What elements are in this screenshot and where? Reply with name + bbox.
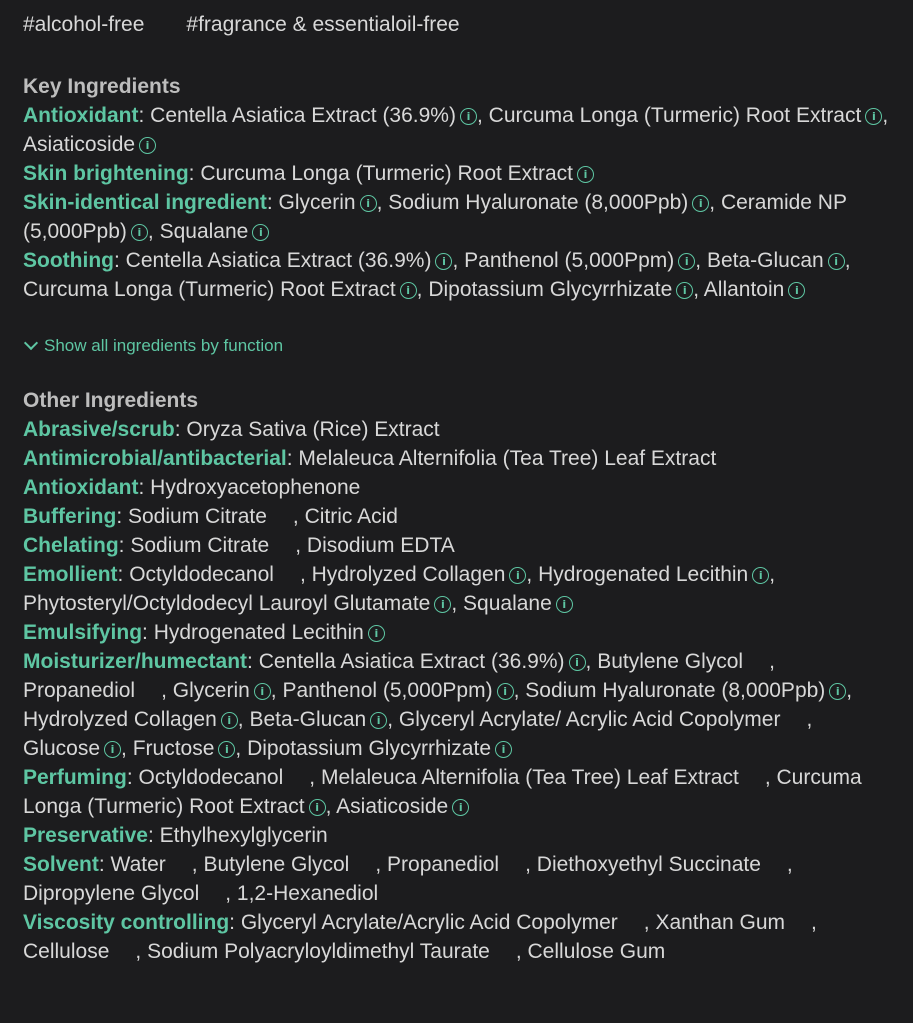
function-label[interactable]: Emulsifying xyxy=(23,621,143,644)
ingredient-link[interactable]: Beta-Glucan xyxy=(706,249,824,272)
info-icon[interactable]: i xyxy=(452,799,469,816)
function-label[interactable]: Viscosity controlling xyxy=(23,911,230,934)
show-all-ingredients-button[interactable] xyxy=(23,331,283,360)
info-icon[interactable]: i xyxy=(509,567,526,584)
tag-fragrance-free[interactable]: #fragrance & essentialoil-free xyxy=(186,13,460,36)
ingredient-link[interactable]: Melaleuca Alternifolia (Tea Tree) Leaf Extract xyxy=(320,766,739,789)
ingredient-link[interactable]: Curcuma Longa (Turmeric) Root Extract xyxy=(200,162,574,185)
ingredient-link[interactable]: Glucose xyxy=(23,737,101,760)
ingredient-link[interactable]: Cellulose xyxy=(23,940,110,963)
info-icon[interactable]: i xyxy=(104,741,121,758)
ingredient-link[interactable]: Sodium Citrate xyxy=(128,505,267,528)
function-label[interactable]: Moisturizer/humectant xyxy=(23,650,248,673)
info-icon[interactable]: i xyxy=(435,253,452,270)
info-icon[interactable]: i xyxy=(360,195,377,212)
function-label[interactable]: Perfuming xyxy=(23,766,127,789)
info-icon[interactable]: i xyxy=(828,253,845,270)
ingredient-link[interactable]: Citric Acid xyxy=(304,505,398,528)
ingredient-link[interactable]: Curcuma Longa (Turmeric) Root Extract xyxy=(23,766,862,818)
function-row-preservative: Preservative: Ethylhexylglycerin xyxy=(23,824,328,847)
function-row-skin-identical-ingredient: Skin-identical ingredient: Glycerin i , Sodium Hyaluronate (8,000Ppb) i , Ceramide NP (5,000Ppb) i , Squalane i xyxy=(23,191,847,243)
ingredient-link[interactable]: Centella Asiatica Extract (36.9%) xyxy=(258,650,565,673)
ingredient-link[interactable]: Glyceryl Acrylate/Acrylic Acid Copolymer xyxy=(240,911,618,934)
ingredient-link[interactable]: Butylene Glycol xyxy=(203,853,350,876)
function-row-emulsifying: Emulsifying: Hydrogenated Lecithin i xyxy=(23,618,890,647)
info-icon[interactable]: i xyxy=(829,683,846,700)
function-row-emollient: Emollient: Octyldodecanol , Hydrolyzed Collagen i , Hydrogenated Lecithin i , Phytosteryl/Octyldodecyl Lauroyl Glutamate i , Squalane i xyxy=(23,563,776,615)
function-row-abrasive-scrub: Abrasive/scrub: Oryza Sativa (Rice) Extract xyxy=(23,418,440,441)
function-label[interactable]: Antioxidant xyxy=(23,476,139,499)
function-row-perfuming: Perfuming: Octyldodecanol , Melaleuca Alternifolia (Tea Tree) Leaf Extract , Curcuma Longa (Turmeric) Root Extract i , Asiaticoside i xyxy=(23,766,862,818)
ingredient-link[interactable]: Disodium EDTA xyxy=(306,534,455,557)
ingredient-link[interactable]: Panthenol (5,000Ppm) xyxy=(282,679,493,702)
ingredient-link[interactable]: Asiaticoside xyxy=(23,133,136,156)
function-label[interactable]: Antioxidant xyxy=(23,104,139,127)
ingredient-link[interactable]: Oryza Sativa (Rice) Extract xyxy=(186,418,440,441)
tag-list xyxy=(23,10,890,39)
ingredient-link[interactable]: Centella Asiatica Extract (36.9%) xyxy=(150,104,456,127)
ingredient-link[interactable]: Propanediol xyxy=(23,679,136,702)
function-row-moisturizer-humectant: Moisturizer/humectant: Centella Asiatica Extract (36.9%) i , Butylene Glycol , Propanediol , Glycerin i , Panthenol (5,000Ppm) i , Sodium Hyaluronate (8,000Ppb) i , Hydrolyzed Collagen i , Beta-Glucan i , Glyceryl Acrylate/ Acrylic Acid Copolymer , Glucose i , Fructose i , Dipotassium Glycyrrhizate i xyxy=(23,650,853,760)
info-icon[interactable]: i xyxy=(254,683,271,700)
info-icon[interactable]: i xyxy=(131,224,148,241)
info-icon[interactable]: i xyxy=(676,282,693,299)
ingredient-link[interactable]: Sodium Hyaluronate (8,000Ppb) xyxy=(388,191,689,214)
function-label[interactable]: Emollient xyxy=(23,563,118,586)
info-icon[interactable]: i xyxy=(569,654,586,671)
function-row-chelating: Chelating: Sodium Citrate , Disodium EDTA xyxy=(23,534,455,557)
ingredient-link[interactable]: Squalane xyxy=(159,220,249,243)
ingredient-link[interactable]: Panthenol (5,000Ppm) xyxy=(464,249,675,272)
function-label[interactable]: Preservative xyxy=(23,824,148,847)
info-icon[interactable]: i xyxy=(252,224,269,241)
ingredient-link[interactable]: Dipropylene Glycol xyxy=(23,882,200,905)
ingredient-link[interactable]: Ceramide NP (5,000Ppb) xyxy=(23,191,847,243)
info-icon[interactable]: i xyxy=(221,712,238,729)
ingredient-link[interactable]: Centella Asiatica Extract (36.9%) xyxy=(125,249,432,272)
show-all-label: Show all ingredients by function xyxy=(44,336,284,355)
ingredient-link[interactable]: Water xyxy=(110,853,166,876)
chevron-down-icon xyxy=(24,336,38,350)
ingredient-link[interactable]: Hydrogenated Lecithin xyxy=(153,621,364,644)
ingredient-link[interactable]: Octyldodecanol xyxy=(129,563,274,586)
function-row-solvent: Solvent: Water , Butylene Glycol , Propanediol , Diethoxyethyl Succinate , Dipropylene Glycol , 1,2-Hexanediol xyxy=(23,853,793,905)
key-ingredients-title: Key Ingredients xyxy=(23,75,181,98)
ingredient-link[interactable]: Glycerin xyxy=(278,191,356,214)
info-icon[interactable]: i xyxy=(460,108,477,125)
function-label[interactable]: Antimicrobial/antibacterial xyxy=(23,447,287,470)
other-ingredients-title: Other Ingredients xyxy=(23,389,199,412)
function-label[interactable]: Abrasive/scrub xyxy=(23,418,175,441)
ingredient-link[interactable]: Hydrolyzed Collagen xyxy=(23,708,217,731)
other-ingredients-list xyxy=(23,415,890,966)
ingredient-link[interactable]: Glycerin xyxy=(172,679,250,702)
info-icon[interactable]: i xyxy=(309,799,326,816)
ingredient-link[interactable]: Asiaticoside xyxy=(336,795,449,818)
ingredient-link[interactable]: Sodium Citrate xyxy=(130,534,270,557)
ingredient-link[interactable]: Phytosteryl/Octyldodecyl Lauroyl Glutamate xyxy=(23,592,431,615)
info-icon[interactable]: i xyxy=(139,137,156,154)
function-row-antioxidant: Antioxidant: Hydroxyacetophenone xyxy=(23,476,361,499)
info-icon[interactable]: i xyxy=(865,108,882,125)
ingredient-link[interactable]: Xanthan Gum xyxy=(655,911,786,934)
info-icon[interactable]: i xyxy=(692,195,709,212)
info-icon[interactable]: i xyxy=(678,253,695,270)
ingredient-link[interactable]: Allantoin xyxy=(703,278,785,301)
function-row-antioxidant: Antioxidant: Centella Asiatica Extract (36.9%) i , Curcuma Longa (Turmeric) Root Extract i , Asiaticoside i xyxy=(23,104,889,156)
info-icon[interactable]: i xyxy=(556,596,573,613)
ingredient-link[interactable]: Octyldodecanol xyxy=(138,766,284,789)
ingredient-link[interactable]: Glyceryl Acrylate/ Acrylic Acid Copolymer xyxy=(398,708,781,731)
ingredient-link[interactable]: Beta-Glucan xyxy=(249,708,367,731)
function-row-skin-brightening: Skin brightening: Curcuma Longa (Turmeric) Root Extract i xyxy=(23,159,890,188)
ingredient-link[interactable]: Sodium Hyaluronate (8,000Ppb) xyxy=(525,679,826,702)
function-label[interactable]: Skin brightening xyxy=(23,162,189,185)
ingredient-link[interactable]: Fructose xyxy=(132,737,215,760)
ingredient-link[interactable]: Butylene Glycol xyxy=(597,650,744,673)
ingredient-link[interactable]: Ethylhexylglycerin xyxy=(159,824,328,847)
info-icon[interactable]: i xyxy=(368,625,385,642)
info-icon[interactable]: i xyxy=(788,282,805,299)
info-icon[interactable]: i xyxy=(577,166,594,183)
key-ingredients-list xyxy=(23,101,890,304)
function-row-viscosity-controlling: Viscosity controlling: Glyceryl Acrylate/Acrylic Acid Copolymer , Xanthan Gum , Cellulose , Sodium Polyacryloyldimethyl Taurate , Cellulose Gum xyxy=(23,911,817,963)
function-label[interactable]: Skin-identical ingredient xyxy=(23,191,267,214)
function-label[interactable]: Solvent xyxy=(23,853,99,876)
ingredient-link[interactable]: Hydrolyzed Collagen xyxy=(311,563,506,586)
info-icon[interactable]: i xyxy=(497,683,514,700)
function-label[interactable]: Chelating xyxy=(23,534,119,557)
function-label[interactable]: Buffering xyxy=(23,505,117,528)
function-label[interactable]: Soothing xyxy=(23,249,114,272)
ingredient-link[interactable]: Dipotassium Glycyrrhizate xyxy=(428,278,673,301)
function-row-antimicrobial-antibacterial: Antimicrobial/antibacterial: Melaleuca Alternifolia (Tea Tree) Leaf Extract xyxy=(23,447,717,470)
info-icon[interactable]: i xyxy=(218,741,235,758)
info-icon[interactable]: i xyxy=(752,567,769,584)
ingredient-link[interactable]: Diethoxyethyl Succinate xyxy=(536,853,761,876)
ingredient-link[interactable]: 1,2-Hexanediol xyxy=(236,882,379,905)
ingredient-link[interactable]: Hydroxyacetophenone xyxy=(150,476,361,499)
ingredient-link[interactable]: Cellulose Gum xyxy=(527,940,666,963)
ingredient-link[interactable]: Sodium Polyacryloyldimethyl Taurate xyxy=(147,940,490,963)
ingredient-link[interactable]: Dipotassium Glycyrrhizate xyxy=(247,737,491,760)
function-row-soothing: Soothing: Centella Asiatica Extract (36.9%) i , Panthenol (5,000Ppm) i , Beta-Glucan i , Curcuma Longa (Turmeric) Root Extract i , Dipotassium Glycyrrhizate i , Allantoin i xyxy=(23,249,851,301)
info-icon[interactable]: i xyxy=(495,741,512,758)
ingredient-link[interactable]: Melaleuca Alternifolia (Tea Tree) Leaf Extract xyxy=(298,447,717,470)
function-row-buffering: Buffering: Sodium Citrate , Citric Acid xyxy=(23,505,398,528)
ingredient-link[interactable]: Curcuma Longa (Turmeric) Root Extract xyxy=(488,104,862,127)
ingredient-link[interactable]: Propanediol xyxy=(387,853,500,876)
info-icon[interactable]: i xyxy=(400,282,417,299)
ingredient-link[interactable]: Squalane xyxy=(463,592,552,615)
tag-alcohol-free[interactable]: #alcohol-free xyxy=(23,13,145,36)
ingredient-link[interactable]: Hydrogenated Lecithin xyxy=(538,563,749,586)
info-icon[interactable]: i xyxy=(370,712,387,729)
ingredient-link[interactable]: Curcuma Longa (Turmeric) Root Extract xyxy=(23,278,396,301)
info-icon[interactable]: i xyxy=(434,596,451,613)
